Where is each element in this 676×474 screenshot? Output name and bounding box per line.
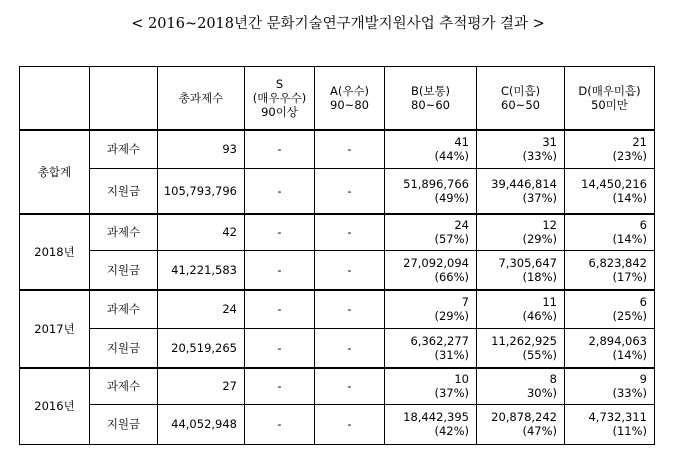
- grade-d-cell: [565, 328, 655, 368]
- grade-d-cell: [565, 130, 655, 168]
- grade-c-value: 11: [542, 295, 557, 310]
- grade-s-cell: -: [245, 368, 315, 404]
- table-row: [20, 368, 655, 404]
- grade-d-percent: (14%): [612, 190, 647, 205]
- grade-c-cell: [477, 328, 565, 368]
- grade-a-cell: -: [315, 328, 385, 368]
- grade-d-value: 2,894,063: [588, 333, 647, 348]
- grade-b-percent: (37%): [434, 386, 469, 401]
- group-name-cell: 2017년: [20, 290, 90, 368]
- header-row: [20, 67, 655, 131]
- grade-c-value: 20,878,242: [491, 410, 557, 424]
- grade-d-value: 4,732,311: [588, 410, 647, 424]
- row-label-cell: 지원금: [90, 404, 158, 444]
- grade-d-cell: [565, 214, 655, 250]
- grade-b-percent: (66%): [434, 269, 469, 284]
- grade-d-cell: [565, 290, 655, 328]
- header-empty-group: [20, 67, 90, 131]
- grade-b-cell: [385, 404, 477, 444]
- grade-c-value: 39,446,814: [491, 176, 557, 191]
- grade-b-value: 6,362,277: [410, 333, 469, 348]
- header-total-text: 총과제수: [178, 91, 224, 105]
- group-name-cell: 2018년: [20, 214, 90, 290]
- header-s-line1: S: [275, 77, 284, 91]
- grade-b-percent: (57%): [434, 232, 469, 247]
- grade-b-cell: [385, 328, 477, 368]
- header-c-line1: C(미흡): [500, 84, 541, 98]
- total-cell: 105,793,796: [158, 168, 245, 214]
- header-grade-s: [245, 67, 315, 131]
- grade-d-value: 6: [639, 295, 647, 310]
- grade-b-cell: [385, 250, 477, 290]
- grade-d-percent: (33%): [612, 386, 647, 401]
- grade-c-cell: [477, 368, 565, 404]
- grade-c-cell: [477, 290, 565, 328]
- evaluation-table: [19, 66, 655, 445]
- grade-d-value: 6: [639, 218, 647, 233]
- row-label-cell: 지원금: [90, 250, 158, 290]
- grade-b-value: 27,092,094: [403, 255, 469, 270]
- grade-c-cell: [477, 404, 565, 444]
- grade-a-cell: -: [315, 404, 385, 444]
- total-cell: 24: [158, 290, 245, 328]
- grade-a-cell: -: [315, 250, 385, 290]
- row-label-cell: 과제수: [90, 130, 158, 168]
- header-grade-a: [315, 67, 385, 131]
- grade-s-cell: -: [245, 404, 315, 444]
- grade-c-percent: (46%): [522, 309, 557, 324]
- table-row: [20, 130, 655, 168]
- grade-d-value: 6,823,842: [588, 255, 647, 270]
- grade-b-cell: [385, 130, 477, 168]
- grade-c-percent: (55%): [522, 347, 557, 362]
- grade-b-cell: [385, 168, 477, 214]
- header-grade-c: [477, 67, 565, 131]
- grade-c-value: 12: [542, 218, 557, 233]
- grade-b-percent: (42%): [434, 424, 469, 438]
- grade-c-cell: [477, 214, 565, 250]
- grade-d-cell: [565, 368, 655, 404]
- grade-c-cell: [477, 168, 565, 214]
- grade-s-cell: -: [245, 250, 315, 290]
- grade-b-value: 51,896,766: [403, 176, 469, 191]
- grade-c-value: 7,305,647: [498, 255, 557, 270]
- grade-s-cell: -: [245, 290, 315, 328]
- header-s-line2: (매우우수): [252, 91, 307, 105]
- total-cell: 93: [158, 130, 245, 168]
- table-row: [20, 214, 655, 250]
- header-total: [158, 67, 245, 131]
- grade-s-cell: -: [245, 130, 315, 168]
- header-c-line2: 60~50: [501, 98, 540, 112]
- header-b-line1: B(보통): [410, 84, 451, 98]
- grade-b-percent: (49%): [434, 190, 469, 205]
- grade-b-value: 7: [461, 295, 469, 310]
- grade-d-value: 14,450,216: [581, 176, 647, 191]
- grade-d-percent: (23%): [612, 149, 647, 164]
- grade-c-percent: (29%): [522, 232, 557, 247]
- grade-d-value: 9: [639, 372, 647, 387]
- grade-a-cell: -: [315, 130, 385, 168]
- grade-c-percent: (33%): [522, 149, 557, 164]
- grade-c-value: 11,262,925: [491, 333, 557, 348]
- total-cell: 41,221,583: [158, 250, 245, 290]
- header-b-line2: 80~60: [411, 98, 450, 112]
- grade-c-percent: (37%): [522, 190, 557, 205]
- header-grade-b: [385, 67, 477, 131]
- grade-a-cell: -: [315, 214, 385, 250]
- grade-s-cell: -: [245, 168, 315, 214]
- grade-b-percent: (29%): [434, 309, 469, 324]
- row-label-cell: 지원금: [90, 328, 158, 368]
- grade-b-value: 10: [454, 372, 469, 387]
- grade-b-value: 18,442,395: [403, 410, 469, 424]
- table-row: [20, 404, 655, 444]
- grade-d-percent: (14%): [612, 347, 647, 362]
- total-cell: 20,519,265: [158, 328, 245, 368]
- grade-d-cell: [565, 168, 655, 214]
- row-label-cell: 과제수: [90, 368, 158, 404]
- row-label-cell: 지원금: [90, 168, 158, 214]
- grade-d-percent: (17%): [612, 269, 647, 284]
- grade-d-value: 21: [632, 135, 647, 150]
- table-row: [20, 328, 655, 368]
- grade-a-cell: -: [315, 368, 385, 404]
- table-row: [20, 290, 655, 328]
- group-name-cell: 총합계: [20, 130, 90, 214]
- total-cell: 42: [158, 214, 245, 250]
- grade-c-percent: 30%): [526, 386, 557, 401]
- grade-d-percent: (25%): [612, 309, 647, 324]
- header-s-line3: 90이상: [261, 105, 298, 119]
- grade-d-percent: (14%): [612, 232, 647, 247]
- grade-d-cell: [565, 404, 655, 444]
- grade-b-percent: (31%): [434, 347, 469, 362]
- grade-b-cell: [385, 368, 477, 404]
- grade-c-value: 8: [549, 372, 557, 387]
- group-name-cell: 2016년: [20, 368, 90, 444]
- grade-b-cell: [385, 214, 477, 250]
- total-cell: 27: [158, 368, 245, 404]
- header-d-line1: D(매우미흡): [578, 84, 641, 98]
- header-empty-label: [90, 67, 158, 131]
- header-d-line2: 50미만: [591, 98, 628, 112]
- grade-d-cell: [565, 250, 655, 290]
- row-label-cell: 과제수: [90, 290, 158, 328]
- header-grade-d: [565, 67, 655, 131]
- grade-c-cell: [477, 250, 565, 290]
- grade-b-value: 24: [454, 218, 469, 233]
- grade-b-value: 41: [454, 135, 469, 150]
- grade-a-cell: -: [315, 290, 385, 328]
- total-cell: 44,052,948: [158, 404, 245, 444]
- grade-b-cell: [385, 290, 477, 328]
- row-label-cell: 과제수: [90, 214, 158, 250]
- page-title: < 2016~2018년간 문화기술연구개발지원사업 추적평가 결과 >: [131, 16, 545, 32]
- grade-d-percent: (11%): [612, 424, 647, 438]
- grade-c-percent: (18%): [522, 269, 557, 284]
- grade-b-percent: (44%): [434, 149, 469, 164]
- table-row: [20, 250, 655, 290]
- grade-s-cell: -: [245, 328, 315, 368]
- grade-c-value: 31: [542, 135, 557, 150]
- table-row: [20, 168, 655, 214]
- grade-a-cell: -: [315, 168, 385, 214]
- grade-s-cell: -: [245, 214, 315, 250]
- grade-c-cell: [477, 130, 565, 168]
- grade-c-percent: (47%): [522, 424, 557, 438]
- header-a-line2: 90~80: [330, 98, 369, 112]
- header-a-line1: A(우수): [329, 84, 370, 98]
